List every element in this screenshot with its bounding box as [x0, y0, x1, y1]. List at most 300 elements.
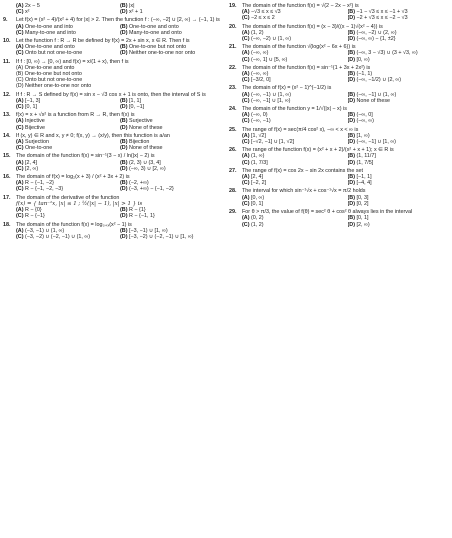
option-text: One-to-one and onto	[24, 44, 75, 51]
question-text: The domain of the function f(x) = (x − 3)/((x − 1)√(x² − 4)) is	[242, 23, 383, 30]
option: (B) One-to-one but not onto	[16, 71, 82, 78]
options-grid	[3, 44, 220, 56]
question-text: The range of f(x) = cos 2x − sin 2x contains the set	[242, 167, 364, 174]
option	[242, 139, 344, 145]
options-grid	[229, 30, 449, 42]
question-number: 11.	[3, 58, 11, 65]
option-text: (−∞, −1)	[250, 118, 271, 125]
question-number: 16.	[3, 174, 11, 181]
option-letter: (C)	[16, 233, 24, 240]
option-text: R − {−1, −2, −3}	[24, 186, 64, 193]
option-letter: (A)	[16, 97, 24, 104]
option-text: Surjective	[128, 118, 153, 125]
question-number: 9.	[3, 17, 8, 24]
option-letter: (D)	[120, 104, 128, 111]
option	[16, 9, 116, 15]
option-text: [−1, 1]	[356, 174, 372, 181]
option-letter: (C)	[16, 50, 24, 57]
option-letter: (C)	[16, 124, 24, 131]
options-grid	[229, 174, 449, 186]
option-letter: (A)	[16, 23, 24, 30]
option-letter: (D)	[347, 77, 355, 84]
question-text: The range of the function f(x) = (x² + x + 2)/(x² + x + 1); x ∈ R is	[242, 147, 394, 154]
question-text: The domain of the function f(x) = sin⁻¹(3 − x) / ln(|x| − 2) is	[16, 153, 155, 160]
option	[16, 213, 116, 219]
question-text: The domain of the function f(x) = √(2 − 2x − x²) is	[242, 3, 359, 9]
options-grid	[229, 133, 449, 145]
option-letter: (D)	[120, 145, 128, 152]
option-text: (−∞, ∞) − {1, ±2}	[356, 36, 396, 43]
option-letter: (B)	[347, 215, 355, 222]
option-text: R − {0}	[24, 207, 42, 214]
option-text: Onto but not one-to-one	[24, 50, 83, 57]
option-text: One-to-one and onto	[128, 23, 179, 30]
option-letter: (B)	[120, 180, 128, 187]
option-text: [0, 2]	[356, 200, 369, 207]
option-text: (1, ∞)	[250, 153, 265, 160]
option-text: [−3, −2) ∪ (−2, −1) ∪ [1, ∞)	[128, 233, 194, 240]
option-letter: (D)	[347, 97, 355, 104]
option-letter: (A)	[242, 71, 250, 78]
option-letter: (A)	[242, 132, 250, 139]
option-text: (−∞, 3) ∪ [2, ∞)	[128, 165, 166, 172]
option	[242, 98, 344, 104]
option-text: [−1, 3]	[24, 97, 41, 104]
option-letter: (D)	[120, 233, 128, 240]
question-block	[229, 106, 449, 125]
options-grid	[3, 207, 220, 219]
question-extra: f(x) = { tan⁻¹x, |x| ≤ 1 ; ½(|x| − 1), |x| > 1 } is	[16, 200, 143, 207]
options-grid	[229, 50, 449, 62]
question-block	[229, 209, 449, 228]
option-text: (−∞, −1] ∪ [1, ∞)	[250, 97, 291, 104]
option-text: Many-to-one and onto	[128, 29, 182, 36]
option	[242, 180, 344, 186]
question-number: 18.	[3, 221, 11, 228]
option	[348, 36, 450, 42]
option-letter: (C)	[242, 159, 250, 166]
question-block	[229, 168, 449, 187]
option-text: |x|	[128, 3, 135, 9]
option-letter: (B)	[347, 132, 355, 139]
question-number: 12.	[3, 91, 11, 98]
question-block	[229, 147, 449, 166]
option-letter: (A)	[242, 9, 250, 16]
option-letter: (A)	[16, 180, 24, 187]
option-letter: (C)	[16, 29, 24, 36]
question-text: The domain of f(x) = (x² − 1)^(−1/2) is	[242, 85, 332, 92]
option-letter: (A)	[242, 215, 250, 222]
option-letter: (B)	[120, 97, 128, 104]
option-text: [0, ∞)	[250, 194, 265, 201]
option	[120, 234, 220, 240]
option-letter: (C)	[16, 104, 24, 111]
option-letter: (D)	[347, 221, 355, 228]
options-grid	[229, 71, 449, 83]
option-text: Neither one-to-one nor onto	[128, 50, 196, 57]
option-letter: (B)	[347, 194, 355, 201]
option-text: [0, 1]	[356, 215, 369, 222]
option-text: (−∞, −1] ∪ (1, ∞)	[356, 91, 397, 98]
question-block	[229, 127, 449, 146]
option-text: (−∞, ∞)	[356, 118, 374, 125]
option-text: [2, ∞)	[356, 221, 370, 228]
option	[120, 213, 220, 219]
option-letter: (A)	[16, 207, 24, 214]
option-text: −2 + √3 ≤ x ≤ −2 − √3	[356, 15, 408, 22]
option-text: (1, 7/3]	[250, 159, 268, 166]
question-block	[3, 92, 220, 111]
option-text: [1, ∞)	[356, 132, 370, 139]
option	[242, 222, 344, 228]
question-text: The interval for which sin⁻¹√x + cos⁻¹√x = π/2 holds	[242, 188, 366, 195]
question-stem	[3, 195, 220, 201]
question-text: The domain of the function f(x) = sin⁻¹(1 + 3x + 2x²) is	[242, 64, 371, 71]
options-grid	[3, 98, 220, 110]
options-grid	[229, 215, 449, 227]
option-letter: (D)	[120, 165, 128, 172]
option-text: R − {−1, 1}	[128, 213, 155, 220]
left-column	[3, 3, 220, 242]
option-letter: (D)	[120, 213, 128, 220]
option	[242, 36, 344, 42]
question-number: 15.	[3, 153, 11, 160]
option-letter: (B)	[120, 3, 128, 9]
option-letter: (C)	[242, 77, 250, 84]
option	[348, 118, 450, 124]
options-grid	[3, 228, 220, 240]
option-letter: (C)	[16, 213, 24, 220]
option-text: (−∞, ∞)	[250, 50, 269, 57]
option-text: [2, 4]	[250, 174, 263, 181]
question-block	[3, 222, 220, 241]
option-text: −1 − √3 ≤ x ≤ −1 + √3	[356, 9, 408, 16]
option: (A) One-to-one and onto	[16, 64, 75, 71]
option	[242, 57, 344, 63]
question-number: 22.	[229, 64, 237, 71]
option	[348, 77, 450, 83]
option-letter: (C)	[242, 200, 250, 207]
question-block	[229, 3, 449, 22]
option-letter: (D)	[120, 186, 128, 193]
option-text: (1, 2)	[250, 221, 264, 228]
options-grid	[3, 160, 220, 172]
option-letter: (A)	[242, 91, 250, 98]
options-grid	[3, 24, 220, 36]
options-grid	[3, 180, 220, 192]
question-block	[3, 195, 220, 220]
option-text: (−3, −1) ∪ (1, ∞)	[24, 227, 65, 234]
option-text: [0, 1]	[250, 200, 263, 207]
option-text: (1, 11/7]	[356, 153, 376, 160]
option	[348, 201, 450, 207]
question-block	[229, 65, 449, 84]
option-text: (−∞, 3 − √3) ∪ (3 + √3, ∞)	[356, 50, 418, 57]
question-block	[3, 133, 220, 152]
options-grid	[229, 195, 449, 207]
question-number: 25.	[229, 126, 237, 133]
option-text: (1, 2)	[250, 29, 264, 36]
option-text: One-to-one but not onto	[128, 44, 187, 51]
option: (D) Neither one-to-one nor onto	[16, 83, 92, 90]
option-text: One-to-one	[24, 145, 53, 152]
option-text: (−∞, −1] ∪ [1, ∞)	[356, 139, 396, 146]
option-text: x² + 1	[128, 9, 143, 16]
question-number: 28.	[229, 188, 237, 195]
option-letter: (C)	[242, 139, 250, 146]
option-letter: (C)	[16, 186, 24, 193]
option-letter: (B)	[347, 153, 355, 160]
option-text: (−∞, ∞)	[250, 71, 269, 78]
question-number: 14.	[3, 132, 11, 139]
option-text: (−∞, −2) ∪ (2, ∞)	[356, 29, 397, 36]
option-text: (−∞, 0)	[250, 112, 268, 119]
option-text: R − {−1}	[24, 213, 45, 220]
option-letter: (A)	[16, 139, 24, 146]
question-text: f(x) = x + √x² is a function from R → R, then f(x) is	[16, 112, 135, 119]
options-grid	[3, 3, 220, 15]
option-letter: (A)	[16, 227, 24, 234]
option-letter: (B)	[120, 207, 128, 214]
option-text: (−3, +∞) − {−1, −2}	[128, 186, 174, 193]
option	[120, 145, 220, 151]
option	[16, 30, 116, 36]
question-text: Let the function f : R → R be defined by f(x) = 2x + sin x, x ∈ R. Then f is	[16, 38, 190, 45]
option-letter: (C)	[242, 221, 250, 228]
option-text: Injective	[24, 118, 45, 125]
question-text: Let f(x) = (x² − 4)/(x² + 4) for |x| > 2. Then the function f : (−∞, −2] ∪ [2, ∞) → (−1, 1) is	[16, 17, 220, 24]
question-block	[229, 44, 449, 63]
option-text: Bijection	[128, 139, 150, 146]
option-text: None of these	[356, 97, 391, 104]
option	[16, 186, 116, 192]
option-letter: (A)	[16, 118, 24, 125]
option-letter: (D)	[120, 9, 128, 16]
options-grid	[3, 139, 220, 151]
option-text: (−3, −2) ∪ (−2, −1) ∪ (1, ∞)	[24, 233, 91, 240]
option	[16, 104, 116, 110]
option-letter: (C)	[16, 9, 24, 16]
option-letter: (A)	[16, 159, 24, 166]
option-letter: (D)	[347, 139, 355, 146]
option-letter: (D)	[120, 29, 128, 36]
question-number: 26.	[229, 147, 237, 154]
option-letter: (A)	[242, 112, 250, 119]
options-grid	[3, 118, 220, 130]
option	[348, 222, 450, 228]
question-block	[3, 3, 220, 15]
option-letter: (A)	[242, 194, 250, 201]
option-text: [−3, −1) ∪ [1, ∞)	[128, 227, 168, 234]
option-letter: (B)	[120, 44, 128, 51]
option-text: (−∞, −1) ∪ (1, ∞)	[250, 91, 292, 98]
option-letter: (A)	[242, 29, 250, 36]
question-block	[3, 38, 220, 57]
option-text: (1, 7/5]	[356, 159, 374, 166]
option	[348, 98, 450, 104]
option-letter: (D)	[347, 159, 355, 166]
option: (C) Onto but not one-to-one	[16, 77, 83, 84]
option-letter: (B)	[347, 174, 355, 181]
question-block	[229, 85, 449, 104]
option	[120, 166, 220, 172]
option-text: (−∞, 0]	[356, 112, 373, 119]
question-text: The range of f(x) = sec(π/4 cos² x), −∞ < x < ∞ is	[242, 126, 359, 133]
option-letter: (C)	[242, 56, 250, 63]
option-text: 2x − 5	[24, 3, 40, 9]
option-letter: (B)	[347, 50, 355, 57]
option-letter: (D)	[120, 124, 128, 131]
option	[120, 30, 220, 36]
question-text: If f : [0, ∞) → [0, ∞) and f(x) = x/(1 + x), then f is	[16, 58, 129, 65]
option-letter: (B)	[120, 23, 128, 30]
option-text: [0, 3]	[356, 194, 369, 201]
option-text: [2, ∞)	[24, 165, 39, 172]
option-letter: (D)	[120, 50, 128, 57]
question-number: 13.	[3, 112, 11, 119]
option-text: [−√2, −1] ∪ [1, √2]	[250, 139, 295, 146]
options-grid	[229, 153, 449, 165]
option-text: (−∞, 1] ∪ [5, ∞)	[250, 56, 288, 63]
option	[16, 125, 116, 131]
option	[16, 50, 116, 56]
option-letter: (B)	[120, 139, 128, 146]
question-number: 17.	[3, 194, 11, 201]
question-number: 21.	[229, 44, 237, 51]
option	[242, 77, 344, 83]
option	[120, 186, 220, 192]
option-letter: (D)	[347, 36, 355, 43]
option-letter: (D)	[347, 56, 355, 63]
options-grid	[229, 92, 449, 104]
option-text: Many-to-one and into	[24, 29, 76, 36]
question-text: The domain of the function f(x) = log₃₊ₓ(x² − 1) is	[16, 221, 132, 228]
option-letter: (B)	[347, 91, 355, 98]
option-text: R − {1}	[128, 207, 146, 214]
option-text: x²	[24, 9, 30, 16]
option	[348, 15, 450, 21]
option	[120, 125, 220, 131]
question-block	[229, 24, 449, 43]
option-letter: (B)	[120, 118, 128, 125]
option-text: None of these	[128, 124, 163, 131]
option-text: [1, √2]	[250, 132, 266, 139]
question-block	[3, 174, 220, 193]
option-letter: (D)	[347, 200, 355, 207]
question-number: 20.	[229, 23, 237, 30]
option-text: None of these	[128, 145, 163, 152]
question-text: If (x, y) ∈ R and x, y ≠ 0; f(x, y) → (x/y), then this function is a/an	[16, 132, 170, 139]
option-text: (2, 3) ∪ (3, 4]	[128, 159, 161, 166]
option-letter: (B)	[347, 112, 355, 119]
option	[348, 139, 450, 145]
option	[120, 9, 220, 15]
option-letter: (C)	[242, 97, 250, 104]
option	[120, 104, 220, 110]
option-text: [0, ∞)	[356, 56, 370, 63]
option	[348, 57, 450, 63]
question-block	[3, 153, 220, 172]
question-number: 19.	[229, 3, 237, 9]
option-text: [0, 1]	[24, 104, 37, 111]
option-text: Bijective	[24, 124, 46, 131]
right-column	[229, 3, 449, 230]
option	[16, 145, 116, 151]
option	[16, 234, 116, 240]
option	[242, 15, 344, 21]
option-letter: (A)	[16, 44, 24, 51]
question-block	[3, 17, 220, 36]
question-text: The domain of f(x) = log₂(x + 3) / (x² + 3x + 2) is	[16, 174, 130, 181]
option-text: −√3 ≤ x ≤ √3	[250, 9, 281, 16]
question-text: The domain of the derivative of the function	[16, 194, 120, 201]
option-text: [−2, 2]	[250, 180, 267, 187]
option-letter: (C)	[16, 165, 24, 172]
option-letter: (B)	[120, 159, 128, 166]
question-block	[3, 112, 220, 131]
option-letter: (A)	[16, 3, 24, 9]
option-letter: (C)	[16, 145, 24, 152]
option	[348, 160, 450, 166]
question-number: 24.	[229, 106, 237, 113]
option-letter: (C)	[242, 118, 250, 125]
option-text: Surjection	[24, 139, 49, 146]
option-letter: (C)	[242, 36, 250, 43]
option	[16, 166, 116, 172]
options-grid	[229, 9, 449, 21]
option-letter: (B)	[120, 227, 128, 234]
question-text: The domain of the function y = 1/√(|x| − x) is	[242, 106, 347, 113]
option-text: [−3/2, 0]	[250, 77, 271, 84]
option-text: [1, 1]	[128, 97, 141, 104]
option	[242, 201, 344, 207]
option	[348, 180, 450, 186]
question-block	[229, 188, 449, 207]
option-text: −2 ≤ x ≤ 2	[250, 15, 275, 22]
option-letter: (A)	[242, 174, 250, 181]
option-text: (0, 2)	[250, 215, 264, 222]
options-grid	[229, 112, 449, 124]
option-text: [−4, 4]	[356, 180, 372, 187]
option-text: R − {−1, −2}	[24, 180, 54, 187]
question-number: 23.	[229, 85, 237, 92]
option-text: (−∞, −2) ∪ (1, ∞)	[250, 36, 292, 43]
option	[120, 50, 220, 56]
option-letter: (D)	[347, 15, 355, 22]
option-letter: (D)	[347, 180, 355, 187]
option-text: [0, −1]	[128, 104, 145, 111]
question-stem	[3, 59, 220, 65]
option-letter: (D)	[347, 118, 355, 125]
question-text: If f : R → S defined by f(x) = sin x − √3 cos x + 1 is onto, then the interval of S is	[16, 91, 206, 98]
option-letter: (A)	[242, 153, 250, 160]
option	[242, 118, 344, 124]
option-text: (−∞, −1/2) ∪ (2, ∞)	[356, 77, 402, 84]
question-block	[3, 59, 220, 90]
option-letter: (C)	[242, 180, 250, 187]
option-letter: (A)	[242, 50, 250, 57]
question-text: The domain of the function √(log(x² − 6x + 6)) is	[242, 44, 356, 51]
option-text: (−1, 1)	[356, 71, 373, 78]
option-text: (−2, +∞)	[128, 180, 149, 187]
question-text: For θ > π/3, the value of f(θ) = sec² θ + cos² θ always lies in the interval	[242, 209, 413, 216]
question-number: 27.	[229, 167, 237, 174]
option-text: [2, 4]	[24, 159, 37, 166]
option-letter: (B)	[347, 9, 355, 16]
question-number: 29.	[229, 209, 237, 216]
option	[242, 160, 344, 166]
question-number: 10.	[3, 38, 11, 45]
